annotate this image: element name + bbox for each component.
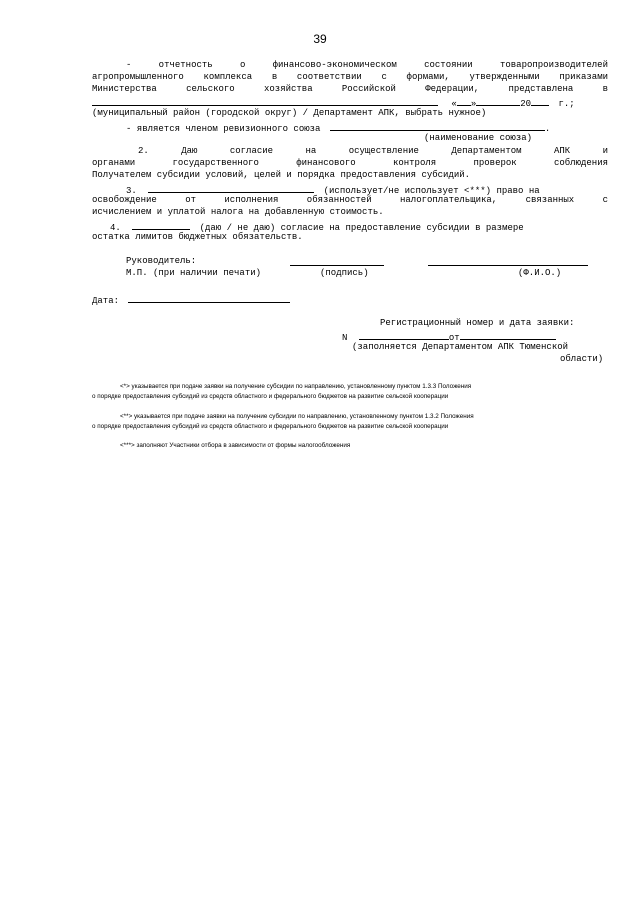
para2-line2: органами государственного финансового контроля проверок соблюдения — [92, 158, 608, 168]
para3-line2: освобождение от исполнения обязанностей налогоплательщика, связанных с — [92, 195, 608, 205]
union-field[interactable] — [330, 121, 545, 131]
footnote-2-line2: о порядке предоставления субсидий из средств областного и федерального бюджетов на развитие сельской кооперации — [92, 423, 449, 430]
date-line: Дата: — [92, 293, 290, 308]
para1-line3: Министерства сельского хозяйства Российской Федерации, представлена в — [92, 84, 608, 94]
year-field[interactable] — [531, 96, 549, 106]
name-field[interactable] — [428, 256, 588, 266]
para4-line2: остатка лимитов бюджетных обязательств. — [92, 232, 303, 242]
registration-title: Регистрационный номер и дата заявки: — [380, 318, 575, 328]
footnote-1-line2: о порядке предоставления субсидий из средств областного и федерального бюджетов на развитие сельской кооперации — [92, 393, 449, 400]
signature-caption: (подпись) — [320, 268, 369, 278]
union-caption: (наименование союза) — [424, 133, 533, 143]
page-number: 39 — [313, 32, 327, 46]
registration-number-line: N от — [342, 330, 556, 345]
registration-note-2: области) — [560, 354, 604, 364]
para1-line2: агропромышленного комплекса в соответствии с формами, утвержденными приказами — [92, 72, 608, 82]
signature-field[interactable] — [290, 256, 384, 266]
date-field[interactable] — [128, 293, 290, 303]
footnote-1-line1: <*> указывается при подаче заявки на получение субсидии по направлению, установленному пунктом 1.3.3 Положения — [120, 383, 472, 390]
para1-line1: - отчетность о финансово-экономическом состоянии товаропроизводителей — [126, 60, 608, 70]
para1-caption: (муниципальный район (городской округ) / Департамент АПК, выбрать нужное) — [92, 108, 487, 118]
registration-number-field[interactable] — [359, 330, 449, 340]
para2-line1: 2. Даю согласие на осуществление Департаментом АПК и — [138, 146, 608, 156]
registration-note-1: (заполняется Департаментом АПК Тюменской — [352, 342, 569, 352]
head-label: Руководитель: — [126, 256, 197, 266]
para3-line3: исчислением и уплатой налога на добавленную стоимость. — [92, 207, 384, 217]
para2-line3: Получателем субсидии условий, целей и порядка предоставления субсидий. — [92, 170, 471, 180]
district-field[interactable] — [92, 96, 438, 106]
para1-line4: « » 20 г.; — [92, 96, 575, 111]
registration-date-field[interactable] — [460, 330, 556, 340]
stamp-label: М.П. (при наличии печати) — [126, 268, 262, 278]
month-field[interactable] — [476, 96, 520, 106]
footnote-2-line1: <**> указывается при подаче заявки на получение субсидии по направлению, установленному пунктом 1.3.2 Положения — [120, 413, 474, 420]
para4-line1: 4. (даю / не даю) согласие на предоставление субсидии в размере — [110, 220, 524, 235]
consent-field[interactable] — [132, 220, 190, 230]
para3-line1: 3. (использует/не использует <***) право на — [126, 183, 540, 198]
footnote-3-line1: <***> заполняют Участники отбора в зависимости от формы налогообложения — [120, 442, 351, 449]
member-line: - является членом ревизионного союза . — [126, 121, 550, 136]
name-caption: (Ф.И.О.) — [518, 268, 562, 278]
day-field[interactable] — [457, 96, 471, 106]
vat-field[interactable] — [148, 183, 314, 193]
